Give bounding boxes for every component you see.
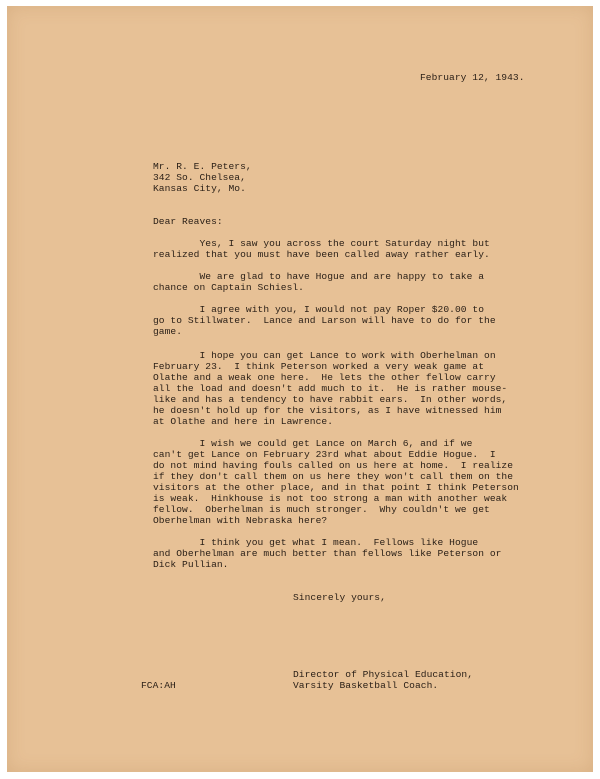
paragraph-line: I wish we could get Lance on March 6, and if we	[153, 438, 473, 449]
recipient-name: Mr. R. E. Peters,	[153, 161, 252, 172]
paragraph-line: is weak. Hinkhouse is not too strong a man with another weak	[153, 493, 508, 504]
paragraph-line: he doesn't hold up for the visitors, as I have witnessed him	[153, 405, 502, 416]
paragraph-line: Olathe and a weak one here. He lets the other fellow carry	[153, 372, 496, 383]
paragraph-line: at Olathe and here in Lawrence.	[153, 416, 334, 427]
signature-title: Director of Physical Education,	[293, 669, 474, 680]
signature-subtitle: Varsity Basketball Coach.	[293, 680, 439, 691]
salutation: Dear Reaves:	[153, 216, 223, 227]
paragraph-line: all the load and doesn't add much to it. He is rather mouse-	[153, 383, 508, 394]
paragraph-line: February 23. I think Peterson worked a very weak game at	[153, 361, 485, 372]
paragraph-line: I agree with you, I would not pay Roper $20.00 to	[153, 304, 485, 315]
paragraph-line: and Oberhelman are much better than fellows like Peterson or	[153, 548, 502, 559]
letter-page	[7, 6, 593, 772]
paragraph-line: like and has a tendency to have rabbit ears. In other words,	[153, 394, 508, 405]
paragraph-line: chance on Captain Schiesl.	[153, 282, 304, 293]
paragraph-line: Dick Pullian.	[153, 559, 229, 570]
paragraph-line: We are glad to have Hogue and are happy to take a	[153, 271, 485, 282]
paragraph-line: I think you get what I mean. Fellows like Hogue	[153, 537, 479, 548]
closing: Sincerely yours,	[293, 592, 386, 603]
paragraph-line: Oberhelman with Nebraska here?	[153, 515, 328, 526]
paragraph-line: can't get Lance on February 23rd what about Eddie Hogue. I	[153, 449, 496, 460]
paragraph-line: Yes, I saw you across the court Saturday night but	[153, 238, 490, 249]
paragraph-line: go to Stillwater. Lance and Larson will have to do for the	[153, 315, 496, 326]
paragraph-line: I hope you can get Lance to work with Oberhelman on	[153, 350, 496, 361]
recipient-city: Kansas City, Mo.	[153, 183, 246, 194]
typist-initials: FCA:AH	[141, 680, 176, 691]
paragraph-line: visitors at the other place, and in that point I think Peterson	[153, 482, 519, 493]
letter-date: February 12, 1943.	[420, 72, 525, 83]
recipient-street: 342 So. Chelsea,	[153, 172, 246, 183]
paragraph-line: if they don't call them on us here they won't call them on the	[153, 471, 514, 482]
paragraph-line: realized that you must have been called away rather early.	[153, 249, 490, 260]
paragraph-line: game.	[153, 326, 183, 337]
paragraph-line: do not mind having fouls called on us here at home. I realize	[153, 460, 514, 471]
paragraph-line: fellow. Oberhelman is much stronger. Why couldn't we get	[153, 504, 490, 515]
